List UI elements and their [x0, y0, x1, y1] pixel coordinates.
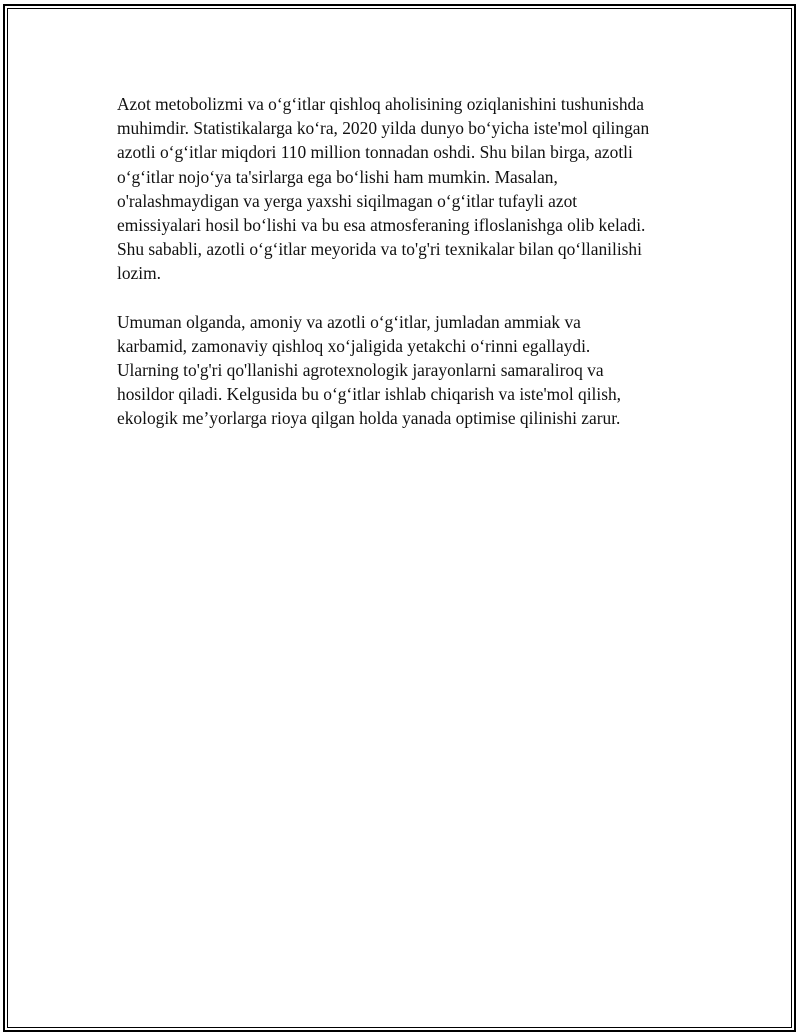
- text-line: Umuman olganda, amoniy va azotli o‘g‘itlar, jumladan ammiak va: [117, 311, 581, 332]
- text-line: karbamid, zamonaviy qishloq xo‘jaligida yetakchi o‘rinni egallaydi.: [117, 335, 591, 356]
- text-line: azotli o‘g‘itlar miqdori 110 million tonnadan oshdi. Shu bilan birga, azotli: [117, 142, 633, 163]
- text-line: ekologik me’yorlarga rioya qilgan holda yanada optimise qilinishi zarur.: [117, 408, 621, 429]
- text-line: hosildor qiladi. Kelgusida bu o‘g‘itlar ishlab chiqarish va iste'mol qilish,: [117, 384, 622, 405]
- text-line: o‘g‘itlar nojo‘ya ta'sirlarga ega bo‘lishi ham mumkin. Masalan,: [117, 166, 558, 187]
- text-line: Ularning to'g'ri qo'llanishi agrotexnologik jarayonlarni samaraliroq va: [117, 360, 604, 381]
- text-line: Shu sababli, azotli o‘g‘itlar meyorida va to'g'ri texnikalar bilan qo‘llanilishi: [117, 239, 642, 260]
- paragraph-1: [117, 92, 697, 286]
- text-line: Azot metobolizmi va o‘g‘itlar qishloq aholisining oziqlanishini tushunishda: [117, 94, 644, 114]
- paragraph-2: [117, 310, 697, 431]
- text-line: muhimdir. Statistikalarga ko‘ra, 2020 yilda dunyo bo‘yicha iste'mol qilingan: [117, 118, 650, 139]
- text-line: lozim.: [117, 263, 161, 284]
- document-body: [117, 92, 697, 455]
- text-line: emissiyalari hosil bo‘lishi va bu esa atmosferaning ifloslanishga olib keladi.: [117, 215, 646, 236]
- text-line: o'ralashmaydigan va yerga yaxshi siqilmagan o‘g‘itlar tufayli azot: [117, 190, 578, 211]
